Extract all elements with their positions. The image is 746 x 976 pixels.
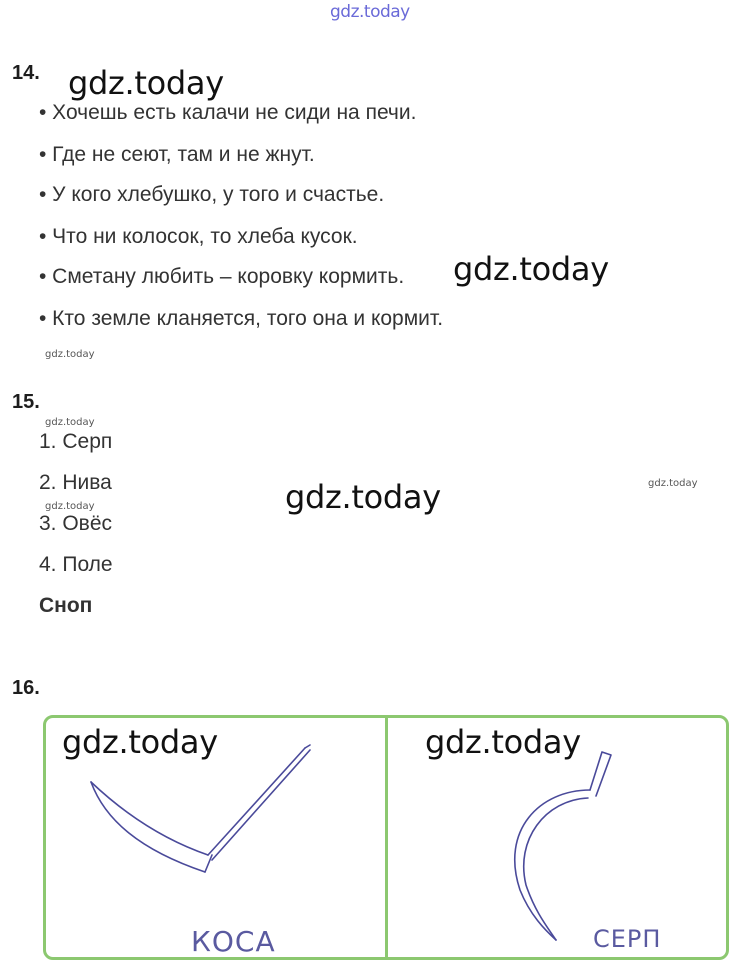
watermark-small: gdz.today — [45, 417, 95, 428]
sickle-label: СЕРП — [593, 925, 662, 953]
task-16-number: 16. — [12, 677, 40, 699]
task-15-item-4: 4. Поле — [39, 553, 113, 576]
watermark-top: gdz.today — [330, 2, 410, 22]
proverb-5: • Сметану любить – коровку кормить. — [39, 265, 405, 288]
proverb-6: • Кто земле кланяется, того она и кормит. — [39, 307, 444, 330]
scythe-drawing — [91, 745, 310, 872]
watermark-big: gdz.today — [285, 478, 441, 516]
proverb-2: • Где не сеют, там и не жнут. — [39, 143, 315, 166]
proverb-4: • Что ни колосок, то хлеба кусок. — [39, 225, 358, 248]
task-15-item-2: 2. Нива — [39, 471, 112, 494]
watermark-small: gdz.today — [45, 349, 95, 360]
proverb-1: • Хочешь есть калачи не сиди на печи. — [39, 101, 417, 124]
scythe-label: КОСА — [191, 925, 276, 958]
task-15-item-3: 3. Овёс — [39, 512, 113, 535]
task-15-number: 15. — [12, 391, 40, 413]
watermark-big: gdz.today — [453, 250, 609, 288]
watermark-big: gdz.today — [425, 723, 581, 761]
watermark-small: gdz.today — [648, 478, 698, 489]
watermark-big: gdz.today — [62, 723, 218, 761]
watermark-small: gdz.today — [45, 501, 95, 512]
task-15-answer: Сноп — [39, 594, 93, 617]
task-14-number: 14. — [12, 62, 40, 84]
task-15-item-1: 1. Серп — [39, 430, 113, 453]
watermark-big: gdz.today — [68, 64, 224, 102]
sickle-drawing — [515, 752, 611, 940]
proverb-3: • У кого хлебушко, у того и счастье. — [39, 183, 385, 206]
